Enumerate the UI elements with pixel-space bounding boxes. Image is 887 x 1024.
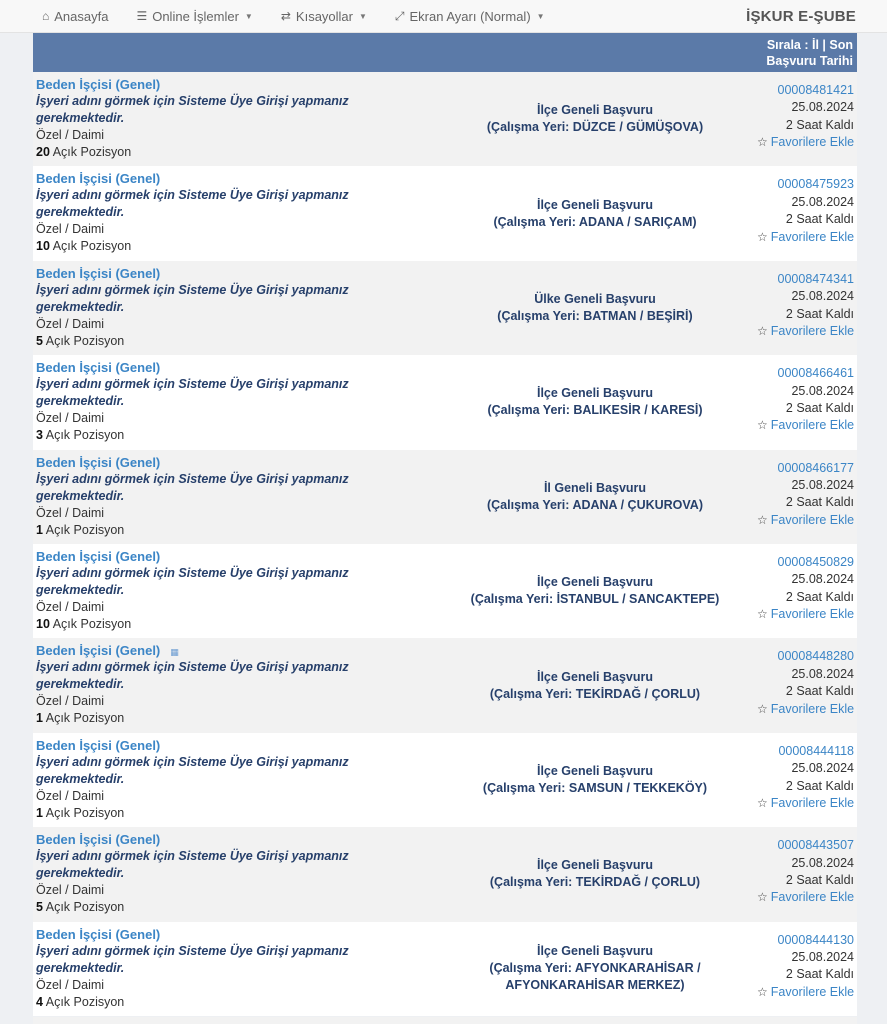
application-scope	[433, 922, 757, 1016]
time-left: 2 Saat Kaldı	[785, 212, 854, 227]
job-meta	[757, 638, 857, 732]
job-info	[33, 544, 433, 638]
open-positions	[36, 805, 433, 822]
job-info	[33, 72, 433, 166]
job-meta	[757, 261, 857, 355]
add-favorite-label: Favorilere Ekle	[770, 135, 855, 150]
star-icon: ☆	[757, 512, 768, 527]
application-scope	[433, 355, 757, 449]
job-info	[33, 261, 433, 355]
shuffle-icon: ⇄	[280, 9, 291, 23]
work-location: (Çalışma Yeri: TEKİRDAĞ / ÇORLU)	[489, 686, 701, 701]
application-scope	[433, 72, 757, 166]
job-row	[33, 544, 857, 638]
deadline-date: 25.08.2024	[791, 949, 854, 964]
star-icon: ☆	[757, 135, 768, 150]
nav-screen-label: Ekran Ayarı (Normal)	[409, 8, 531, 24]
employment-type: Özel / Daimi	[36, 599, 105, 614]
scope-label: İlçe Geneli Başvuru	[536, 197, 654, 212]
work-location: (Çalışma Yeri: SAMSUN / TEKKEKÖY)	[482, 780, 708, 795]
open-positions	[36, 144, 433, 161]
add-favorite-label: Favorilere Ekle	[770, 701, 855, 716]
job-rows	[33, 72, 857, 1016]
job-id-link[interactable]: 00008466461	[777, 366, 854, 381]
add-favorite-button[interactable]	[757, 134, 854, 151]
nav-shortcuts-label: Kısayollar	[295, 8, 353, 24]
positions-label: Açık Pozisyon	[45, 522, 125, 537]
job-row	[33, 638, 857, 732]
job-row	[33, 827, 857, 921]
application-scope	[433, 261, 757, 355]
star-icon: ☆	[757, 418, 768, 433]
employment-type: Özel / Daimi	[36, 977, 105, 992]
employment-type: Özel / Daimi	[36, 883, 105, 898]
job-id-link[interactable]: 00008444118	[778, 743, 854, 758]
positions-label: Açık Pozisyon	[45, 994, 125, 1009]
deadline-date: 25.08.2024	[791, 194, 854, 209]
nav-screen-settings[interactable]	[381, 0, 559, 33]
employer-notice: İşyeri adını görmek için Sisteme Üye Girişi yapmanız gerekmektedir.	[36, 377, 349, 409]
open-positions	[36, 333, 433, 350]
job-info	[33, 733, 433, 827]
add-favorite-button[interactable]	[757, 512, 854, 529]
nav-online-operations[interactable]	[122, 0, 266, 33]
job-id-link[interactable]: 00008450829	[777, 554, 854, 569]
job-meta	[757, 72, 857, 166]
position-count: 1	[36, 805, 43, 820]
star-icon: ☆	[757, 701, 768, 716]
add-favorite-label: Favorilere Ekle	[770, 890, 855, 905]
employment-type: Özel / Daimi	[36, 316, 105, 331]
employment-type: Özel / Daimi	[36, 411, 105, 426]
add-favorite-button[interactable]	[757, 795, 854, 812]
application-scope	[433, 733, 757, 827]
time-left: 2 Saat Kaldı	[785, 117, 854, 132]
open-positions	[36, 427, 433, 444]
job-meta	[757, 355, 857, 449]
job-title-link[interactable]: Beden İşçisi (Genel)	[36, 643, 161, 659]
open-positions	[36, 238, 433, 255]
scope-label: İlçe Geneli Başvuru	[536, 944, 654, 959]
position-count: 4	[36, 994, 43, 1009]
job-id-link[interactable]: 00008474341	[777, 271, 854, 286]
job-info	[33, 450, 433, 544]
application-scope	[433, 638, 757, 732]
application-scope	[433, 166, 757, 260]
job-id-link[interactable]: 00008475923	[777, 177, 854, 192]
deadline-date: 25.08.2024	[791, 855, 854, 870]
position-count: 10	[36, 616, 50, 631]
top-navbar	[0, 0, 887, 33]
open-positions	[36, 994, 433, 1011]
job-title-link[interactable]: Beden İşçisi (Genel)	[36, 171, 161, 187]
job-title-link[interactable]: Beden İşçisi (Genel)	[36, 265, 161, 281]
employment-type: Özel / Daimi	[36, 222, 105, 237]
employer-notice: İşyeri adını görmek için Sisteme Üye Girişi yapmanız gerekmektedir.	[36, 943, 349, 975]
job-row	[33, 166, 857, 260]
star-icon: ☆	[757, 229, 768, 244]
job-meta	[757, 450, 857, 544]
employer-notice: İşyeri adını görmek için Sisteme Üye Girişi yapmanız gerekmektedir.	[36, 849, 349, 881]
deadline-date: 25.08.2024	[791, 383, 854, 398]
scope-label: İlçe Geneli Başvuru	[536, 103, 654, 118]
add-favorite-button[interactable]	[757, 417, 854, 434]
caret-down-icon: ▼	[358, 11, 367, 21]
position-count: 20	[36, 145, 50, 159]
work-location: (Çalışma Yeri: TEKİRDAĞ / ÇORLU)	[489, 875, 701, 890]
time-left: 2 Saat Kaldı	[785, 306, 854, 321]
job-info	[33, 827, 433, 921]
scope-label: İlçe Geneli Başvuru	[536, 763, 654, 778]
job-meta	[757, 733, 857, 827]
time-left: 2 Saat Kaldı	[785, 589, 854, 604]
add-favorite-button[interactable]	[757, 229, 854, 246]
home-icon: ⌂	[42, 9, 50, 23]
job-title-link[interactable]: Beden İşçisi (Genel)	[36, 926, 161, 942]
job-title-link[interactable]: Beden İşçisi (Genel)	[36, 548, 161, 564]
caret-down-icon: ▼	[244, 11, 253, 21]
nav-online-label: Online İşlemler	[152, 8, 239, 24]
job-meta	[757, 166, 857, 260]
add-favorite-label: Favorilere Ekle	[770, 418, 855, 433]
job-id-link[interactable]: 00008443507	[777, 838, 854, 853]
add-favorite-label: Favorilere Ekle	[770, 324, 855, 338]
job-info	[33, 355, 433, 449]
position-count: 3	[36, 428, 43, 443]
employer-notice: İşyeri adını görmek için Sisteme Üye Girişi yapmanız gerekmektedir.	[36, 754, 349, 786]
job-row	[33, 355, 857, 449]
job-meta	[757, 544, 857, 638]
add-favorite-button[interactable]	[757, 606, 854, 623]
add-favorite-label: Favorilere Ekle	[770, 512, 855, 527]
work-location: (Çalışma Yeri: AFYONKARAHİSAR / AFYONKARAHİSAR MERKEZ)	[489, 961, 701, 993]
brand-title[interactable]: İŞKUR E-ŞUBE	[746, 8, 856, 25]
job-id-link[interactable]: 00008466177	[777, 460, 854, 475]
scope-label: İlçe Geneli Başvuru	[536, 669, 654, 684]
star-icon: ☆	[757, 324, 768, 338]
star-icon: ☆	[757, 795, 768, 810]
add-favorite-label: Favorilere Ekle	[770, 795, 855, 810]
page-background-right	[857, 33, 887, 1024]
next-row-partial	[33, 1017, 857, 1024]
job-id-link[interactable]: 00008481421	[777, 83, 854, 97]
work-location: (Çalışma Yeri: BALIKESİR / KARESİ)	[487, 403, 703, 418]
job-row	[33, 733, 857, 827]
table-header	[33, 33, 857, 72]
time-left: 2 Saat Kaldı	[785, 400, 854, 415]
deadline-date: 25.08.2024	[791, 572, 854, 587]
star-icon: ☆	[757, 984, 768, 999]
open-positions	[36, 522, 433, 539]
add-favorite-label: Favorilere Ekle	[770, 984, 855, 999]
positions-label: Açık Pozisyon	[52, 616, 132, 631]
job-title-link[interactable]: Beden İşçisi (Genel)	[36, 360, 161, 376]
positions-label: Açık Pozisyon	[45, 428, 125, 443]
scope-label: İlçe Geneli Başvuru	[536, 575, 654, 590]
time-left: 2 Saat Kaldı	[785, 495, 854, 510]
job-info	[33, 922, 433, 1016]
work-location: (Çalışma Yeri: DÜZCE / GÜMÜŞOVA)	[486, 120, 704, 135]
scope-label: Ülke Geneli Başvuru	[534, 291, 656, 306]
employment-type: Özel / Daimi	[36, 128, 105, 142]
employment-type: Özel / Daimi	[36, 694, 105, 709]
job-id-link[interactable]: 00008448280	[777, 649, 854, 664]
deadline-date: 25.08.2024	[791, 100, 854, 115]
nav-home[interactable]	[0, 0, 122, 33]
star-icon: ☆	[757, 890, 768, 905]
employer-notice: İşyeri adını görmek için Sisteme Üye Girişi yapmanız gerekmektedir.	[36, 282, 349, 314]
scope-label: İlçe Geneli Başvuru	[536, 858, 654, 873]
job-row	[33, 261, 857, 355]
deadline-date: 25.08.2024	[791, 761, 854, 776]
position-count: 10	[36, 239, 50, 254]
star-icon: ☆	[757, 607, 768, 622]
add-favorite-label: Favorilere Ekle	[770, 229, 855, 244]
add-favorite-button[interactable]	[757, 984, 854, 1001]
positions-label: Açık Pozisyon	[45, 711, 125, 726]
fullscreen-icon: ⤢	[394, 8, 405, 23]
job-title-link[interactable]: Beden İşçisi (Genel)	[36, 454, 161, 470]
positions-label: Açık Pozisyon	[45, 805, 125, 820]
job-row	[33, 922, 857, 1016]
position-count: 5	[36, 333, 43, 348]
job-id-link[interactable]: 00008444130	[777, 932, 854, 947]
image-icon: ▦	[170, 647, 179, 658]
work-location: (Çalışma Yeri: ADANA / SARIÇAM)	[493, 214, 697, 229]
employer-notice: İşyeri adını görmek için Sisteme Üye Girişi yapmanız gerekmektedir.	[36, 94, 349, 125]
positions-label: Açık Pozisyon	[45, 333, 125, 348]
employment-type: Özel / Daimi	[36, 788, 105, 803]
list-icon: ☰	[136, 9, 148, 23]
job-title-link[interactable]: Beden İşçisi (Genel)	[36, 832, 161, 848]
sort-control[interactable]: Sırala : İl | Son Başvuru Tarihi	[766, 37, 853, 68]
open-positions	[36, 616, 433, 633]
time-left: 2 Saat Kaldı	[785, 684, 854, 699]
job-info	[33, 638, 433, 732]
employer-notice: İşyeri adını görmek için Sisteme Üye Girişi yapmanız gerekmektedir.	[36, 660, 349, 692]
time-left: 2 Saat Kaldı	[785, 778, 854, 793]
job-info	[33, 166, 433, 260]
job-meta	[757, 922, 857, 1016]
nav-home-label: Anasayfa	[54, 8, 109, 24]
add-favorite-button[interactable]	[757, 701, 854, 718]
open-positions	[36, 710, 433, 727]
positions-label: Açık Pozisyon	[52, 239, 132, 254]
positions-label: Açık Pozisyon	[52, 145, 132, 159]
job-row	[33, 72, 857, 166]
scope-label: İl Geneli Başvuru	[543, 480, 647, 495]
employer-notice: İşyeri adını görmek için Sisteme Üye Girişi yapmanız gerekmektedir.	[36, 188, 349, 220]
work-location: (Çalışma Yeri: İSTANBUL / SANCAKTEPE)	[470, 592, 720, 607]
position-count: 1	[36, 711, 43, 726]
employment-type: Özel / Daimi	[36, 505, 105, 520]
position-count: 1	[36, 522, 43, 537]
job-list	[33, 33, 857, 1016]
application-scope	[433, 450, 757, 544]
caret-down-icon: ▼	[536, 11, 545, 21]
job-meta	[757, 827, 857, 921]
job-row	[33, 450, 857, 544]
add-favorite-button[interactable]	[757, 323, 854, 340]
job-title-link[interactable]: Beden İşçisi (Genel)	[36, 737, 161, 753]
page-background-left	[0, 33, 33, 1024]
application-scope	[433, 827, 757, 921]
work-location: (Çalışma Yeri: ADANA / ÇUKUROVA)	[486, 497, 703, 512]
scope-label: İlçe Geneli Başvuru	[536, 386, 654, 401]
positions-label: Açık Pozisyon	[45, 900, 125, 915]
time-left: 2 Saat Kaldı	[785, 967, 854, 982]
employer-notice: İşyeri adını görmek için Sisteme Üye Girişi yapmanız gerekmektedir.	[36, 471, 349, 503]
job-title-link[interactable]: Beden İşçisi (Genel)	[36, 77, 161, 92]
work-location: (Çalışma Yeri: BATMAN / BEŞİRİ)	[497, 308, 693, 323]
employer-notice: İşyeri adını görmek için Sisteme Üye Girişi yapmanız gerekmektedir.	[36, 565, 349, 597]
open-positions	[36, 899, 433, 916]
nav-shortcuts[interactable]	[267, 0, 381, 33]
add-favorite-button[interactable]	[757, 889, 854, 906]
add-favorite-label: Favorilere Ekle	[770, 607, 855, 622]
deadline-date: 25.08.2024	[791, 477, 854, 492]
application-scope	[433, 544, 757, 638]
position-count: 5	[36, 900, 43, 915]
deadline-date: 25.08.2024	[791, 666, 854, 681]
deadline-date: 25.08.2024	[791, 289, 854, 304]
time-left: 2 Saat Kaldı	[785, 872, 854, 887]
